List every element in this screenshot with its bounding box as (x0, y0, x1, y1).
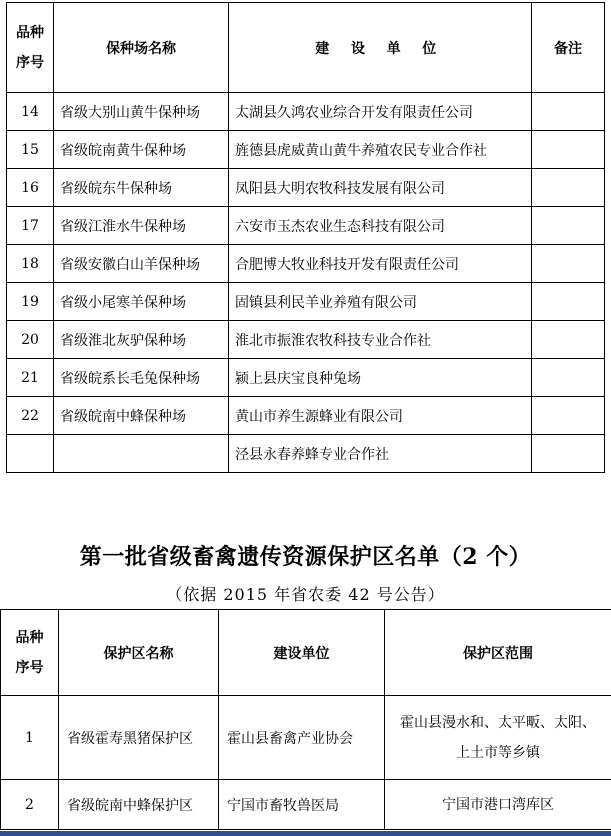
row-unit: 合肥博大牧业科技开发有限责任公司 (229, 245, 532, 283)
row-scope (385, 780, 611, 830)
table-row (1, 696, 611, 780)
row-unit: 泾县永春养蜂专业合作社 (229, 435, 532, 473)
row-remark (532, 435, 605, 473)
row-scope-line1: 宁国市港口湾库区 (442, 796, 554, 813)
row-unit: 太湖县久鸿农业综合开发有限责任公司 (229, 93, 532, 131)
table-row (7, 131, 605, 169)
row-unit: 宁国市畜牧兽医局 (219, 780, 385, 830)
row-unit: 六安市玉杰农业生态科技有限公司 (229, 207, 532, 245)
row-unit: 颍上县庆宝良种兔场 (229, 359, 532, 397)
row-no: 14 (7, 93, 54, 131)
row-unit: 旌德县虎威黄山黄牛养殖农民专业合作社 (229, 131, 532, 169)
row-remark (532, 169, 605, 207)
header-no-line2: 序号 (15, 659, 44, 676)
header-no (1, 610, 59, 696)
row-no: 19 (7, 283, 54, 321)
row-zone-name: 省级霍寿黑猪保护区 (59, 696, 219, 780)
row-farm-name: 省级安徽白山羊保种场 (54, 245, 229, 283)
row-unit: 霍山县畜禽产业协会 (219, 696, 385, 780)
breeding-farm-table (6, 2, 605, 473)
section-title: 第一批省级畜禽遗传资源保护区名单（2 个） (79, 544, 532, 570)
row-unit: 淮北市振淮农牧科技专业合作社 (229, 321, 532, 359)
table-row (7, 397, 605, 435)
row-no: 21 (7, 359, 54, 397)
row-no: 15 (7, 131, 54, 169)
section-subtitle: （依据 2015 年省农委 42 号公告） (166, 585, 445, 604)
row-farm-name: 省级淮北灰驴保种场 (54, 321, 229, 359)
header-unit: 建 设 单 位 (229, 3, 532, 93)
row-unit: 固镇县利民羊业养殖有限公司 (229, 283, 532, 321)
header-scope: 保护区范围 (385, 610, 611, 696)
table-row (7, 207, 605, 245)
row-unit: 凤阳县大明农牧科技发展有限公司 (229, 169, 532, 207)
header-farm-name: 保种场名称 (54, 3, 229, 93)
row-remark (532, 93, 605, 131)
row-no: 16 (7, 169, 54, 207)
header-zone-name: 保护区名称 (59, 610, 219, 696)
table-row (1, 780, 611, 830)
protection-zone-table (0, 609, 611, 830)
table-row (7, 93, 605, 131)
table-row (7, 245, 605, 283)
header-no-line1: 品种 (15, 629, 44, 646)
row-no: 22 (7, 397, 54, 435)
table-row (7, 359, 605, 397)
row-farm-name: 省级皖南中蜂保种场 (54, 397, 229, 435)
header-unit: 建设单位 (219, 610, 385, 696)
row-remark (532, 245, 605, 283)
row-zone-name: 省级皖南中蜂保护区 (59, 780, 219, 830)
header-no (7, 3, 54, 93)
row-farm-name: 省级皖系长毛兔保种场 (54, 359, 229, 397)
row-remark (532, 207, 605, 245)
row-scope-line1: 霍山县漫水和、太平畈、太阳、 (400, 714, 596, 731)
row-farm-name (54, 435, 229, 473)
row-farm-name: 省级大别山黄牛保种场 (54, 93, 229, 131)
table-header-row (1, 610, 611, 696)
table-row (7, 283, 605, 321)
row-no: 18 (7, 245, 54, 283)
row-no: 17 (7, 207, 54, 245)
row-farm-name: 省级皖东牛保种场 (54, 169, 229, 207)
row-scope-line2: 上土市等乡镇 (456, 744, 540, 761)
table-row (7, 435, 605, 473)
header-no-line1: 品种 (16, 24, 44, 41)
table-row (7, 321, 605, 359)
table-row (7, 169, 605, 207)
bottom-edge-bar (0, 831, 611, 836)
row-remark (532, 359, 605, 397)
row-unit: 黄山市养生源蜂业有限公司 (229, 397, 532, 435)
row-no: 2 (1, 780, 59, 830)
row-no: 1 (1, 696, 59, 780)
row-no (7, 435, 54, 473)
row-remark (532, 397, 605, 435)
row-remark (532, 131, 605, 169)
row-farm-name: 省级皖南黄牛保种场 (54, 131, 229, 169)
row-no: 20 (7, 321, 54, 359)
row-remark (532, 283, 605, 321)
header-no-line2: 序号 (16, 54, 44, 71)
row-remark (532, 321, 605, 359)
table-header-row (7, 3, 605, 93)
row-farm-name: 省级江淮水牛保种场 (54, 207, 229, 245)
header-remark: 备注 (532, 3, 605, 93)
row-farm-name: 省级小尾寒羊保种场 (54, 283, 229, 321)
row-scope (385, 696, 611, 780)
